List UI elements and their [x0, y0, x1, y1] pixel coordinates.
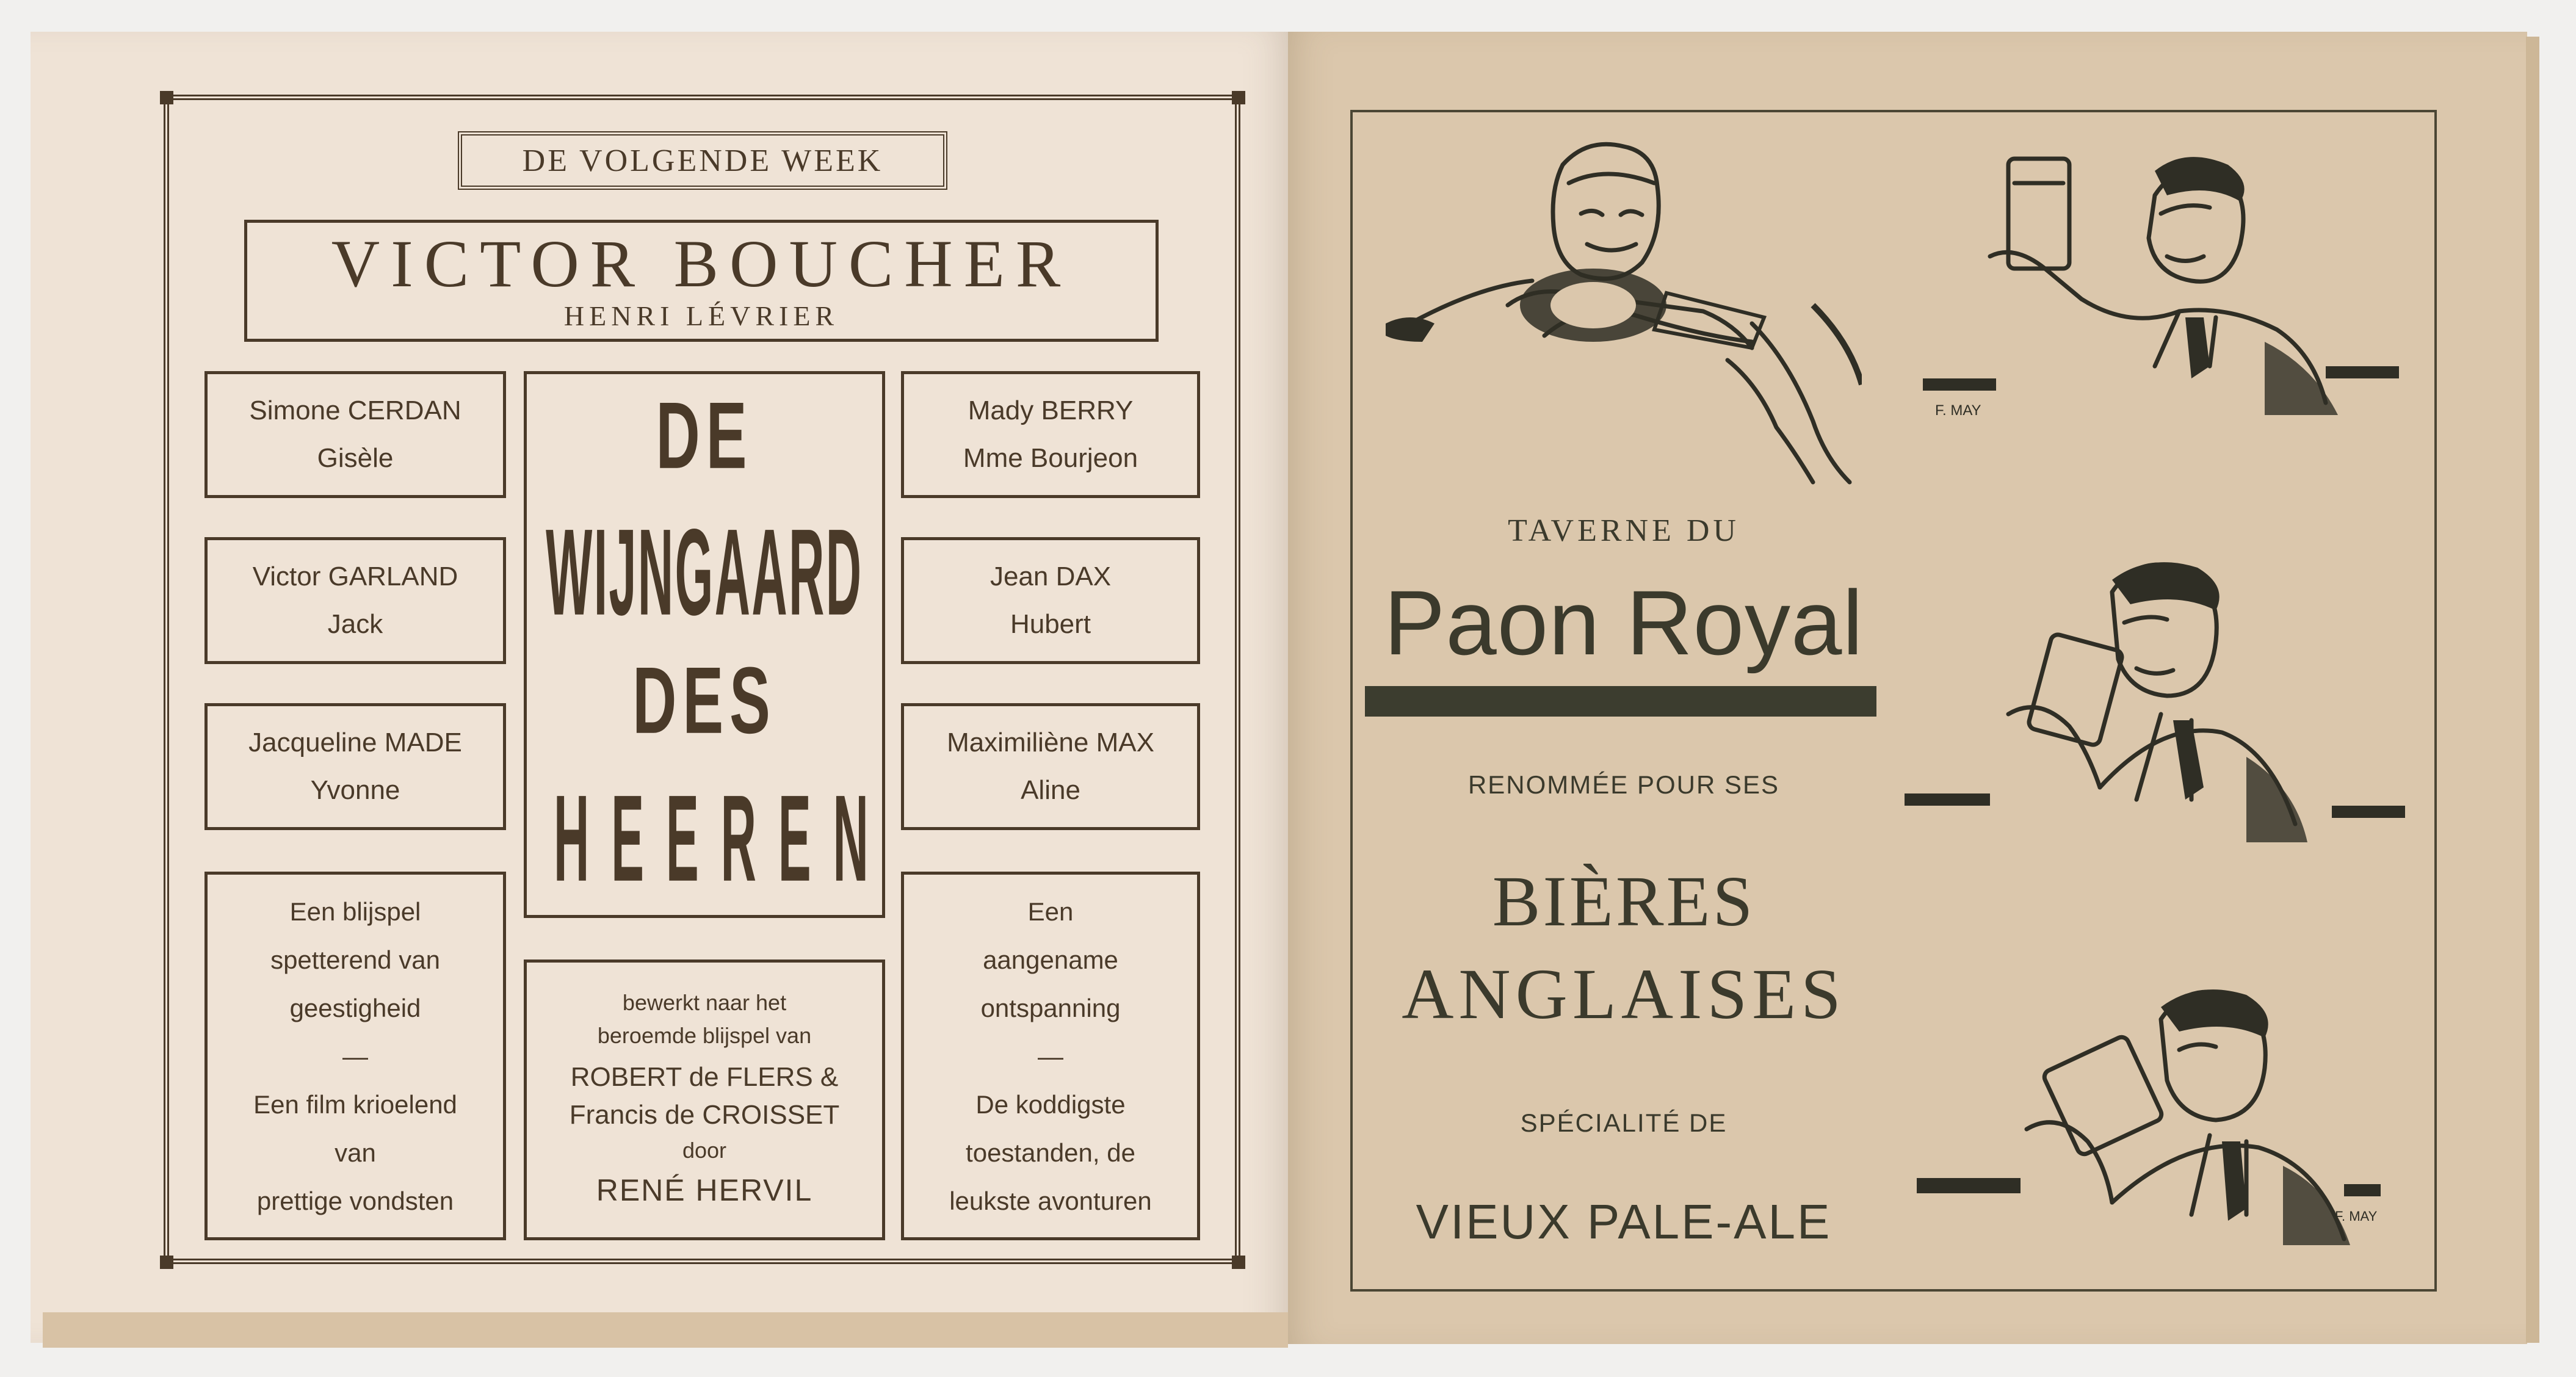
credit-author: Francis de CROISSET [569, 1100, 840, 1130]
film-title-box [524, 371, 891, 918]
actor-name: Mady BERRY [968, 396, 1134, 425]
illustrator-signature: F. MAY [2335, 1209, 2378, 1224]
description-line: Een blijspel [289, 897, 421, 926]
man-pouring-beer-illustration [1386, 140, 1862, 494]
right-page-edge [2526, 37, 2539, 1343]
border-corner [160, 1256, 173, 1269]
credit-line: bewerkt naar het [622, 990, 787, 1015]
ad-taverne-line: TAVERNE DU [1508, 513, 1740, 548]
role-name: Gisèle [317, 443, 394, 473]
cast-box [901, 537, 1200, 664]
cast-box [901, 703, 1200, 830]
role-name: Hubert [1010, 609, 1091, 639]
description-line: Een film krioelend [253, 1090, 457, 1119]
credit-line: beroemde blijspel van [597, 1023, 812, 1048]
cast-box [204, 703, 506, 830]
role-name: Jack [327, 609, 383, 639]
actor-name: Jean DAX [990, 562, 1112, 591]
border-corner [1232, 91, 1245, 104]
description-line: De koddigste [975, 1090, 1126, 1119]
description-line: van [335, 1138, 376, 1167]
man-drinking-beer-illustration [1905, 983, 2405, 1263]
ad-specialite-line: SPÉCIALITÉ DE [1520, 1108, 1728, 1137]
credit-line: door [682, 1138, 727, 1163]
co-star-name: HENRI LÉVRIER [563, 300, 839, 331]
description-line: — [342, 1041, 368, 1071]
description-line: geestigheid [289, 993, 421, 1022]
illustrator-signature: F. MAY [1935, 402, 1981, 419]
description-line: — [1038, 1041, 1063, 1071]
cast-box [901, 371, 1200, 498]
ad-renommee-line: RENOMMÉE POUR SES [1467, 770, 1780, 799]
cast-box [204, 371, 506, 498]
next-week-header [458, 131, 947, 190]
description-line: prettige vondsten [256, 1186, 454, 1215]
film-title-word: DES [632, 648, 776, 754]
ad-brand-name: Paon Royal [1384, 571, 1864, 674]
actor-name: Victor GARLAND [252, 562, 458, 591]
ad-bieres-line: BIÈRES [1492, 861, 1756, 941]
ad-pale-ale-line: VIEUX PALE-ALE [1416, 1194, 1832, 1249]
actor-name: Maximiliène MAX [947, 728, 1154, 757]
next-week-text: DE VOLGENDE WEEK [522, 143, 883, 178]
description-line: aangename [983, 945, 1118, 974]
description-line: leukste avonturen [949, 1186, 1152, 1215]
role-name: Yvonne [310, 775, 400, 805]
actor-name: Jacqueline MADE [248, 728, 462, 757]
ad-underline-bar [1365, 686, 1876, 717]
star-title-box [244, 220, 1159, 342]
man-raising-glass-illustration [1923, 146, 2399, 439]
film-title-word: HEEREN [554, 768, 891, 908]
border-corner [1232, 1256, 1245, 1269]
description-line: toestanden, de [966, 1138, 1135, 1167]
cast-box [204, 537, 506, 664]
star-name: VICTOR BOUCHER [331, 226, 1072, 301]
border-corner [160, 91, 173, 104]
ad-anglaises-line: ANGLAISES [1402, 954, 1846, 1034]
description-box [901, 872, 1200, 1240]
film-title-word: DE [656, 383, 753, 489]
man-sipping-beer-illustration [1905, 555, 2405, 861]
description-line: Een [1027, 897, 1074, 926]
role-name: Aline [1021, 775, 1080, 805]
description-line: spetterend van [270, 945, 440, 974]
credit-director: RENÉ HERVIL [596, 1173, 813, 1207]
description-line: ontspanning [980, 993, 1121, 1022]
credit-author: ROBERT de FLERS & [570, 1062, 839, 1092]
actor-name: Simone CERDAN [249, 396, 461, 425]
film-title-word: WIJNGAARD [546, 502, 863, 642]
role-name: Mme Bourjeon [963, 443, 1138, 473]
left-page-edge [43, 1312, 1288, 1348]
credits-box [524, 960, 885, 1240]
description-box [204, 872, 506, 1240]
